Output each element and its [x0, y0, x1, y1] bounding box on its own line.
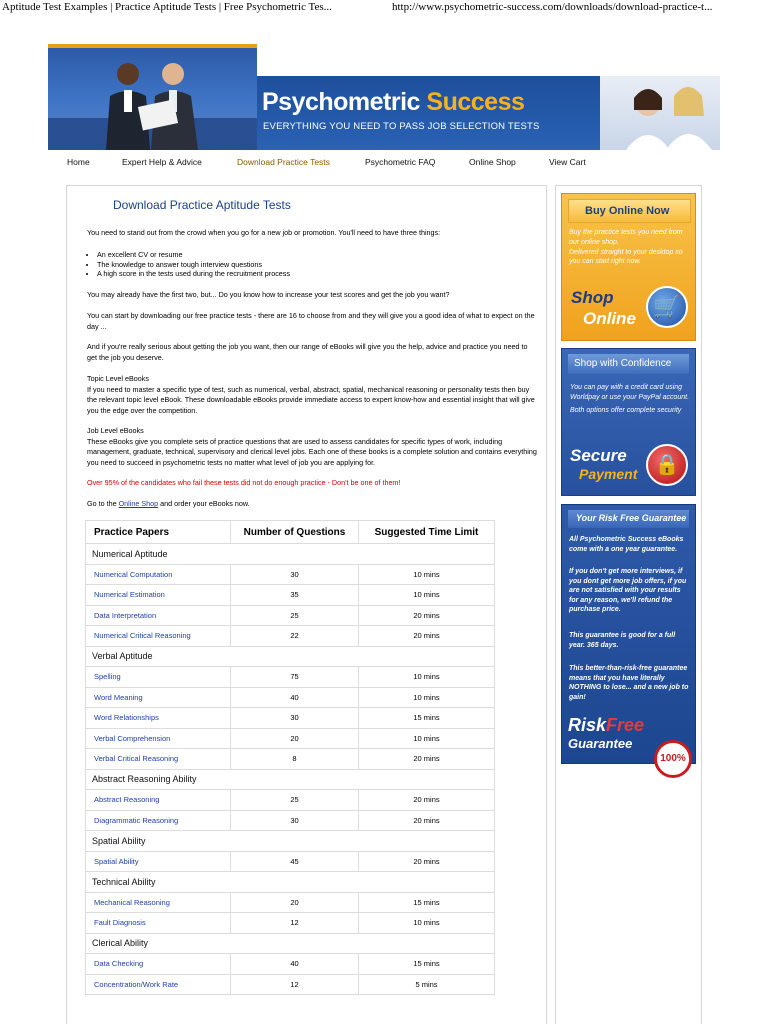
table-row — [86, 585, 495, 606]
col-number-of-questions: Number of Questions — [231, 521, 359, 544]
shop-confidence-header — [568, 354, 689, 374]
list-item: • An excellent CV or resume — [97, 250, 290, 260]
time-limit: 15 mins — [359, 892, 495, 913]
test-link[interactable]: Numerical Estimation — [86, 585, 231, 606]
table-row — [86, 728, 495, 749]
category-label: Spatial Ability — [86, 831, 495, 852]
category-label: Numerical Aptitude — [86, 544, 495, 565]
test-link[interactable]: Fault Diagnosis — [86, 913, 231, 934]
guarantee-text-4: This better-than-risk-free guarantee means that you have literally NOTHING to lose... and a new job to gain! — [569, 665, 689, 701]
table-row — [86, 626, 495, 647]
col-suggested-time-limit: Suggested Time Limit — [359, 521, 495, 544]
question-count: 25 — [231, 790, 359, 811]
main-nav — [48, 156, 720, 170]
question-count: 30 — [231, 708, 359, 729]
topic-ebooks-heading: Topic Level eBooks — [87, 374, 149, 383]
table-row — [86, 667, 495, 688]
time-limit: 20 mins — [359, 626, 495, 647]
test-link[interactable]: Verbal Comprehension — [86, 728, 231, 749]
table-row — [86, 749, 495, 770]
buy-online-text-1: Buy the practice tests you need from our online shop. — [569, 229, 683, 246]
free-word: Free — [606, 715, 645, 735]
table-header-row — [86, 521, 495, 544]
test-link[interactable]: Numerical Computation — [86, 564, 231, 585]
table-row — [86, 913, 495, 934]
topic-ebooks-text: If you need to master a specific type of test, such as numerical, verbal, abstract, spatial, mechanical reasoning or personality tests then buy the relevant topic level eBook. These downloadable eBooks provide immediate access to expert know-how and essential insight that will give you the edge over the competition. — [87, 384, 535, 415]
nav-expert-help[interactable]: Expert Help & Advice — [122, 157, 202, 167]
list-item: • A high score in the tests used during the recruitment process — [97, 269, 290, 279]
shop-confidence-text-2: Both options offer complete security — [570, 406, 682, 414]
women-photo — [600, 76, 720, 150]
brand-tagline: EVERYTHING YOU NEED TO PASS JOB SELECTION TESTS — [263, 121, 540, 132]
topic-ebooks-section — [87, 374, 537, 416]
shop-confidence-text-1: You can pay with a credit card using Worldpay or use your PayPal account. — [570, 384, 690, 401]
table-row — [86, 687, 495, 708]
time-limit: 10 mins — [359, 585, 495, 606]
question-count: 22 — [231, 626, 359, 647]
table-row — [86, 708, 495, 729]
job-ebooks-heading: Job Level eBooks — [87, 426, 144, 435]
nav-psychometric-faq[interactable]: Psychometric FAQ — [365, 157, 436, 167]
test-link[interactable]: Data Interpretation — [86, 605, 231, 626]
time-limit: 10 mins — [359, 687, 495, 708]
secure-label: Secure — [570, 446, 627, 465]
buy-online-heading: Buy Online Now — [585, 205, 670, 217]
question-count: 20 — [231, 728, 359, 749]
table-category-row — [86, 769, 495, 790]
banner-top-strip — [257, 44, 720, 76]
category-label: Abstract Reasoning Ability — [86, 769, 495, 790]
businessmen-photo — [48, 44, 257, 150]
online-shop-link[interactable]: Online Shop — [118, 499, 159, 508]
shop-callout-post: and order your eBooks now. — [160, 499, 250, 508]
time-limit: 10 mins — [359, 564, 495, 585]
test-link[interactable]: Spelling — [86, 667, 231, 688]
test-link[interactable]: Concentration/Work Rate — [86, 974, 231, 995]
shop-callout-pre: Go to the — [87, 499, 117, 508]
table-category-row — [86, 646, 495, 667]
guarantee-seal-icon: 100% — [654, 740, 692, 778]
payment-label: Payment — [579, 466, 638, 482]
job-ebooks-section — [87, 426, 537, 468]
time-limit: 5 mins — [359, 974, 495, 995]
padlock-icon: 🔒 — [646, 444, 688, 486]
question-count: 8 — [231, 749, 359, 770]
risk-word: Risk — [568, 715, 607, 735]
test-link[interactable]: Word Meaning — [86, 687, 231, 708]
buy-online-text — [569, 228, 691, 267]
guarantee-label: Guarantee — [568, 736, 633, 751]
job-ebooks-text: These eBooks give you complete sets of practice questions that are used to assess candidates for specific types of work, including management, graduate, technical, supervisory and clerical level jobs. Each one of these books is a complete solution and contains everything you need to succeed in psychometric tests no matter what level of job you are applying for. — [87, 436, 537, 467]
nav-online-shop[interactable]: Online Shop — [469, 157, 516, 167]
requirements-list — [87, 250, 290, 279]
question-count: 75 — [231, 667, 359, 688]
time-limit: 20 mins — [359, 810, 495, 831]
buy-online-text-2: Delivered straight to your desktop so you can start right now. — [569, 248, 683, 266]
print-page-title: Aptitude Test Examples | Practice Aptitude Tests | Free Psychometric Tes... — [2, 1, 332, 13]
test-link[interactable]: Spatial Ability — [86, 851, 231, 872]
brand-word-2: Success — [426, 88, 525, 116]
question-count: 25 — [231, 605, 359, 626]
question-count: 30 — [231, 564, 359, 585]
shop-confidence-heading: Shop with Confidence — [574, 358, 672, 369]
test-link[interactable]: Data Checking — [86, 954, 231, 975]
brand-word-1: Psychometric — [262, 88, 420, 116]
guarantee-text-3: This guarantee is good for a full year. 365 days. — [569, 632, 676, 649]
test-link[interactable]: Diagrammatic Reasoning — [86, 810, 231, 831]
category-label: Verbal Aptitude — [86, 646, 495, 667]
paragraph-3: You can start by downloading our free practice tests - there are 16 to choose from and they will give you a good idea of what to expect on the day ... — [87, 311, 535, 331]
brand-logo[interactable] — [262, 88, 524, 117]
question-count: 45 — [231, 851, 359, 872]
risk-free-label — [568, 715, 644, 736]
test-link[interactable]: Word Relationships — [86, 708, 231, 729]
category-label: Technical Ability — [86, 872, 495, 893]
question-count: 40 — [231, 687, 359, 708]
risk-free-guarantee-box — [561, 504, 696, 764]
test-link[interactable]: Abstract Reasoning — [86, 790, 231, 811]
time-limit: 20 mins — [359, 790, 495, 811]
table-row — [86, 954, 495, 975]
page-title: Download Practice Aptitude Tests — [113, 198, 291, 212]
time-limit: 15 mins — [359, 954, 495, 975]
guarantee-heading: Your Risk Free Guarantee — [576, 513, 687, 523]
time-limit: 20 mins — [359, 605, 495, 626]
table-row — [86, 974, 495, 995]
women-illustration — [600, 76, 720, 150]
businessmen-illustration — [48, 48, 257, 150]
question-count: 40 — [231, 954, 359, 975]
time-limit: 20 mins — [359, 851, 495, 872]
category-label: Clerical Ability — [86, 933, 495, 954]
site-banner — [48, 44, 720, 150]
table-row — [86, 790, 495, 811]
table-row — [86, 564, 495, 585]
buy-online-header — [568, 199, 691, 223]
table-category-row — [86, 933, 495, 954]
test-link[interactable]: Mechanical Reasoning — [86, 892, 231, 913]
online-label: Online — [583, 309, 636, 328]
table-row — [86, 810, 495, 831]
practice-warning: Over 95% of the candidates who fail these tests did not do enough practice - Don't be one of them! — [87, 478, 401, 487]
nav-home[interactable]: Home — [67, 157, 90, 167]
test-link[interactable]: Numerical Critical Reasoning — [86, 626, 231, 647]
time-limit: 10 mins — [359, 728, 495, 749]
shopping-cart-icon: 🛒 — [646, 286, 688, 328]
time-limit: 10 mins — [359, 913, 495, 934]
shop-confidence-text — [570, 383, 690, 415]
shop-callout — [87, 499, 537, 510]
paragraph-4: And if you're really serious about getting the job you want, then our range of eBooks will give you the help, advice and practice you need to get the job you deserve. — [87, 342, 528, 362]
table-row — [86, 851, 495, 872]
question-count: 35 — [231, 585, 359, 606]
question-count: 12 — [231, 913, 359, 934]
guarantee-text-2: If you don't get more interviews, if you dont get more job offers, if you are not satisfied with your results for any reason, we'll refund the purchase price. — [569, 568, 687, 614]
guarantee-text-1: All Psychometric Success eBooks come with a one year guarantee. — [569, 536, 684, 553]
print-header — [0, 0, 768, 16]
question-count: 30 — [231, 810, 359, 831]
time-limit: 15 mins — [359, 708, 495, 729]
col-practice-papers: Practice Papers — [86, 521, 231, 544]
list-item: • The knowledge to answer tough interview questions — [97, 260, 290, 270]
table-category-row — [86, 831, 495, 852]
question-count: 20 — [231, 892, 359, 913]
practice-papers-table — [85, 520, 495, 995]
nav-view-cart[interactable]: View Cart — [549, 157, 586, 167]
table-row — [86, 605, 495, 626]
guarantee-header — [568, 510, 689, 528]
print-page-url: http://www.psychometric-success.com/downloads/download-practice-t... — [392, 1, 713, 13]
table-category-row — [86, 544, 495, 565]
table-row — [86, 892, 495, 913]
test-link[interactable]: Verbal Critical Reasoning — [86, 749, 231, 770]
nav-download-practice-tests[interactable]: Download Practice Tests — [237, 157, 330, 167]
paragraph-2: You may already have the first two, but... Do you know how to increase your test scores and get the job you want? — [87, 290, 450, 299]
intro-paragraph: You need to stand out from the crowd when you go for a new job or promotion. You'll need to have three things: — [87, 228, 441, 237]
table-category-row — [86, 872, 495, 893]
question-count: 12 — [231, 974, 359, 995]
shop-label: Shop — [571, 288, 614, 307]
time-limit: 20 mins — [359, 749, 495, 770]
time-limit: 10 mins — [359, 667, 495, 688]
